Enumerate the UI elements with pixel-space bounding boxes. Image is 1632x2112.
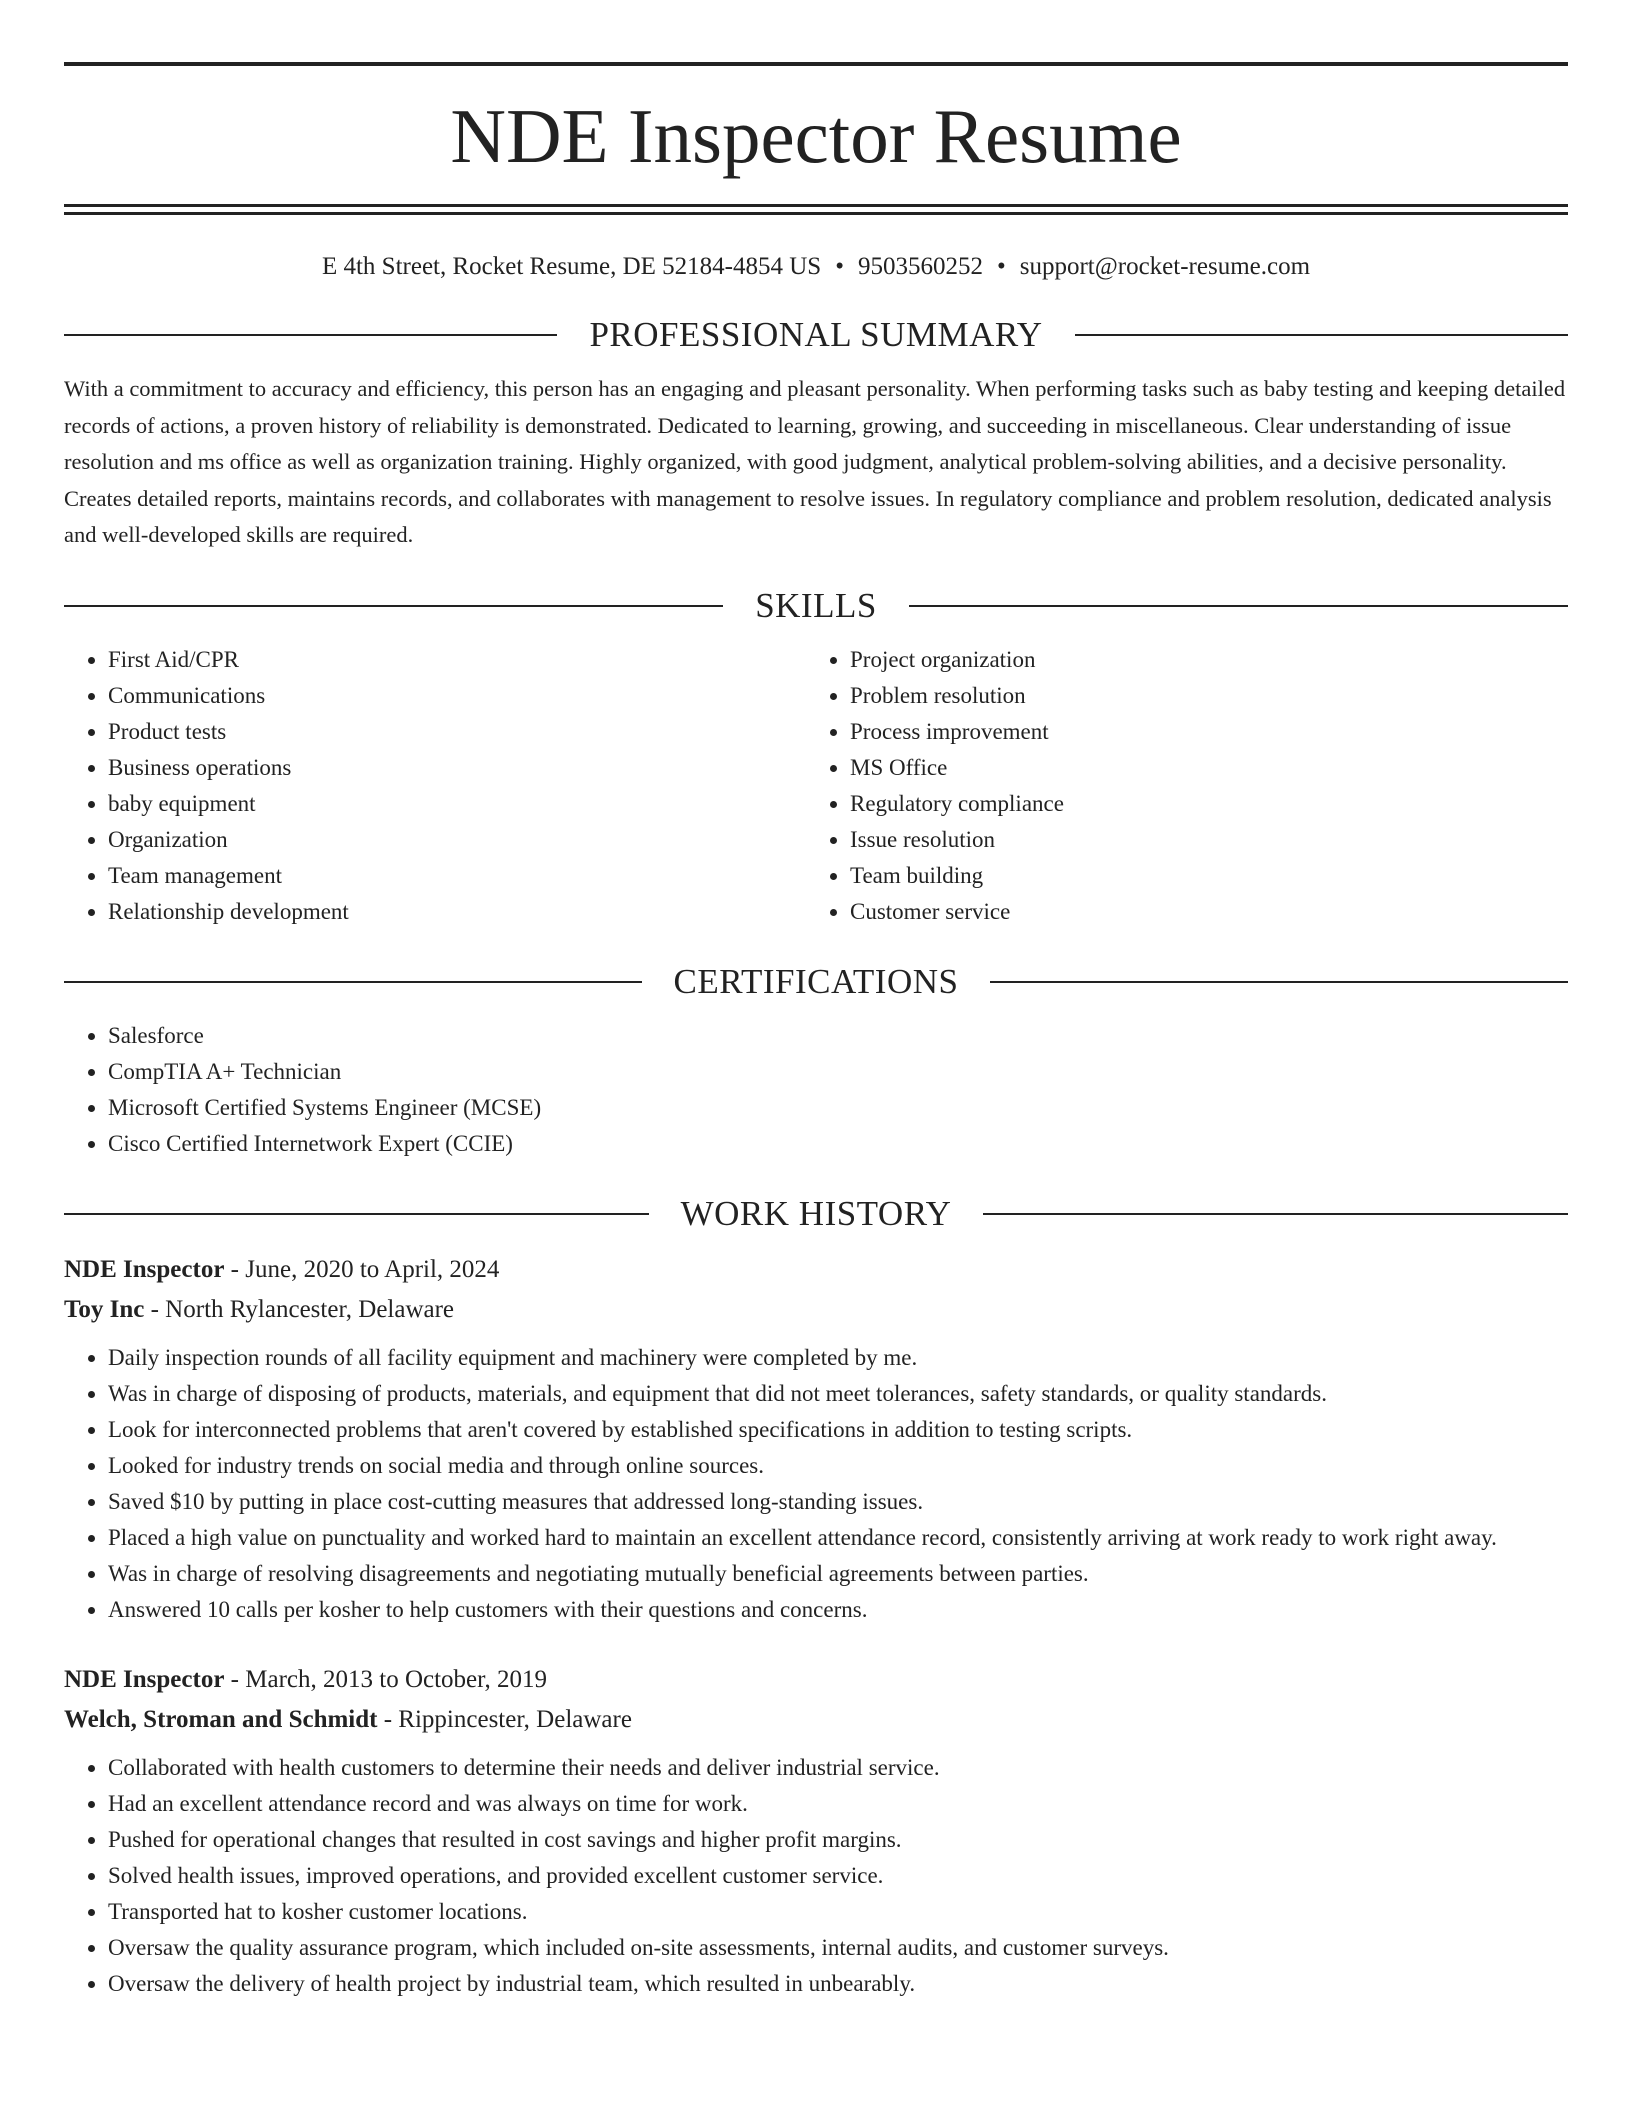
job-title-line [64,1660,1568,1700]
section-heading-skills [64,584,1568,628]
section-title: PROFESSIONAL SUMMARY [589,315,1043,354]
list-item: • Problem resolution [850,678,1548,714]
contact-separator: • [835,253,844,280]
list-item: • CompTIA A+ Technician [108,1054,1568,1090]
contact-email: support@rocket-resume.com [1019,253,1311,280]
job-entry [64,1660,1568,2002]
heading-rule [64,605,723,607]
list-item: • Transported hat to kosher customer locations. [108,1894,1568,1930]
job-company-line [64,1700,1568,1740]
list-item: • Organization [108,822,806,858]
section-title: CERTIFICATIONS [673,961,959,1001]
section-title: WORK HISTORY [680,1193,952,1233]
job-title: NDE Inspector [64,1255,225,1283]
list-item: • Salesforce [108,1018,1568,1054]
heading-rule [1075,334,1568,336]
list-item: • Regulatory compliance [850,786,1548,822]
job-company: Toy Inc [64,1295,145,1323]
list-item: • Looked for industry trends on social media and through online sources. [108,1448,1568,1484]
skills-column-right [806,642,1548,930]
job-duties-list [64,1750,1568,2002]
contact-address: E 4th Street, Rocket Resume, DE 52184-4854 US [321,253,822,280]
resume-page [64,0,1568,2002]
section-heading-summary [64,313,1568,357]
job-entry [64,1250,1568,1628]
list-item: • Team management [108,858,806,894]
heading-rule [990,981,1568,983]
list-item: • Team building [850,858,1548,894]
list-item: • Relationship development [108,894,806,930]
list-item: • Issue resolution [850,822,1548,858]
section-heading-certifications [64,960,1568,1004]
job-dates: - March, 2013 to October, 2019 [224,1665,547,1693]
job-dates: - June, 2020 to April, 2024 [224,1255,500,1283]
job-title: NDE Inspector [64,1665,225,1693]
list-item: • Collaborated with health customers to determine their needs and deliver industrial service. [108,1750,1568,1786]
heading-rule [983,1213,1568,1215]
list-item: • Look for interconnected problems that aren't covered by established specifications in addition to testing scripts. [108,1412,1568,1448]
list-item: • Was in charge of resolving disagreements and negotiating mutually beneficial agreements between parties. [108,1556,1568,1592]
list-item: • baby equipment [108,786,806,822]
job-duties-list [64,1340,1568,1628]
summary-text: With a commitment to accuracy and efficiency, this person has an engaging and pleasant personality. When performing tasks such as baby testing and keeping detailed records of actions, a proven history of reliability is demonstrated. Dedicated to learning, growing, and succeeding in miscellaneous. Clear understanding of issue resolution and ms office as well as organization training. Highly organized, with good judgment, analytical problem-solving abilities, and a decisive personality. Creates detailed reports, maintains records, and collaborates with management to resolve issues. In regulatory compliance and problem resolution, dedicated analysis and well-developed skills are required. [64,376,1566,547]
list-item: • Product tests [108,714,806,750]
list-item: • Solved health issues, improved operations, and provided excellent customer service. [108,1858,1568,1894]
skills-column-left [64,642,806,930]
list-item: • Business operations [108,750,806,786]
list-item: • Oversaw the quality assurance program, which included on-site assessments, internal audits, and customer surveys. [108,1930,1568,1966]
title-double-rule [64,204,1568,215]
job-company-line [64,1290,1568,1330]
list-item: • Project organization [850,642,1548,678]
list-item: • MS Office [850,750,1548,786]
heading-rule [64,981,642,983]
list-item: • Was in charge of disposing of products, materials, and equipment that did not meet tolerances, safety standards, or quality standards. [108,1376,1568,1412]
job-location: - Rippincester, Delaware [377,1705,632,1733]
contact-separator: • [996,253,1006,280]
heading-rule [64,334,557,336]
list-item: • Microsoft Certified Systems Engineer (MCSE) [108,1090,1568,1126]
section-heading-work-history [64,1192,1568,1236]
contact-line [64,251,1568,283]
list-item: • Had an excellent attendance record and was always on time for work. [108,1786,1568,1822]
list-item: • Pushed for operational changes that resulted in cost savings and higher profit margins. [108,1822,1568,1858]
resume-title: NDE Inspector Resume [450,93,1182,179]
list-item: • Placed a high value on punctuality and worked hard to maintain an excellent attendance record, consistently arriving at work ready to work right away. [108,1520,1568,1556]
job-location: - North Rylancester, Delaware [144,1295,455,1323]
section-title: SKILLS [755,585,877,625]
list-item: • Daily inspection rounds of all facility equipment and machinery were completed by me. [108,1340,1568,1376]
skills-list [64,642,1568,930]
certifications-list [64,1018,1568,1162]
list-item: • Oversaw the delivery of health project by industrial team, which resulted in unbearably. [108,1966,1568,2002]
list-item: • Answered 10 calls per kosher to help customers with their questions and concerns. [108,1592,1568,1628]
heading-rule [909,605,1568,607]
contact-phone: 9503560252 [857,253,983,280]
list-item: • Saved $10 by putting in place cost-cutting measures that addressed long-standing issues. [108,1484,1568,1520]
list-item: • Customer service [850,894,1548,930]
list-item: • Communications [108,678,806,714]
list-item: • Process improvement [850,714,1548,750]
heading-rule [64,1213,649,1215]
list-item: • First Aid/CPR [108,642,806,678]
list-item: • Cisco Certified Internetwork Expert (CCIE) [108,1126,1568,1162]
job-title-line [64,1250,1568,1290]
job-company: Welch, Stroman and Schmidt [64,1705,378,1733]
